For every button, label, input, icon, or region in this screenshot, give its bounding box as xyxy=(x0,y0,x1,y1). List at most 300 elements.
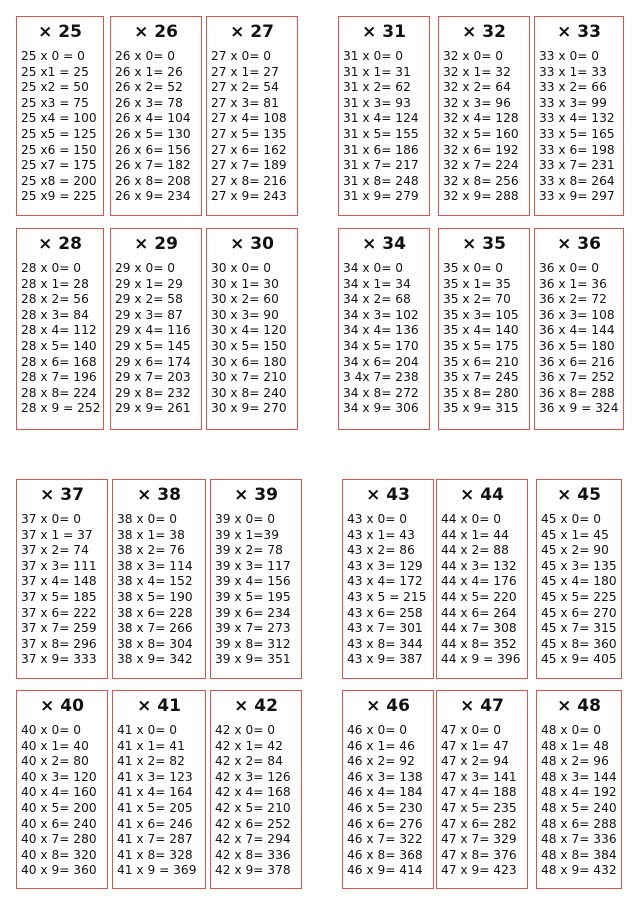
times-table-title: × 39 xyxy=(234,485,278,505)
times-table-row: 37 x 8= 296 xyxy=(21,636,97,651)
times-table-row: 30 x 4= 120 xyxy=(211,323,287,338)
times-table-rows xyxy=(535,261,623,417)
times-table-title: × 34 xyxy=(362,234,406,254)
times-table-rows xyxy=(437,723,527,879)
times-table-card-37 xyxy=(16,479,108,679)
times-table-row: 43 x 8= 344 xyxy=(347,636,423,651)
times-table-title: × 31 xyxy=(362,22,406,42)
times-table-row: 33 x 0= 0 xyxy=(539,49,600,63)
times-table-row: 28 x 9 = 252 xyxy=(21,401,101,416)
times-table-row: 44 x 1= 44 xyxy=(441,527,509,542)
times-table-row: 26 x 9= 234 xyxy=(115,189,191,204)
times-table-row: 43 x 6= 258 xyxy=(347,605,423,620)
times-table-row: 40 x 6= 240 xyxy=(21,816,97,831)
times-table-row: 35 x 8= 280 xyxy=(443,385,519,400)
times-table-title: × 25 xyxy=(38,22,82,42)
times-table-row: 48 x 0= 0 xyxy=(541,723,602,737)
times-table-row: 42 x 5= 210 xyxy=(215,800,291,815)
times-table-row: 34 x 2= 68 xyxy=(343,292,411,307)
times-table-rows xyxy=(113,723,205,879)
times-table-title: × 37 xyxy=(40,485,84,505)
times-table-row: 28 x 0= 0 xyxy=(21,261,82,275)
times-table-row: 45 x 8= 360 xyxy=(541,636,617,651)
times-table-card-36 xyxy=(534,228,624,430)
times-table-row: 39 x 4= 156 xyxy=(215,574,291,589)
times-table-card-48 xyxy=(536,690,622,889)
times-table-title: × 28 xyxy=(38,234,82,254)
times-table-row: 37 x 0= 0 xyxy=(21,512,82,526)
times-table-rows xyxy=(17,49,103,205)
times-table-rows xyxy=(537,723,621,879)
times-table-row: 44 x 6= 264 xyxy=(441,605,517,620)
times-table-row: 36 x 4= 144 xyxy=(539,323,615,338)
times-table-row: 38 x 6= 228 xyxy=(117,605,193,620)
times-table-row: 45 x 0= 0 xyxy=(541,512,602,526)
times-table-row: 47 x 5= 235 xyxy=(441,800,517,815)
times-table-row: 47 x 6= 282 xyxy=(441,816,517,831)
times-table-row: 45 x 3= 135 xyxy=(541,558,617,573)
times-table-row: 47 x 2= 94 xyxy=(441,754,509,769)
times-table-row: 28 x 8= 224 xyxy=(21,385,97,400)
times-table-card-32 xyxy=(438,16,530,216)
times-table-row: 26 x 2= 52 xyxy=(115,80,183,95)
times-table-row: 40 x 0= 0 xyxy=(21,723,82,737)
times-table-row: 32 x 5= 160 xyxy=(443,126,519,141)
times-table-row: 26 x 3= 78 xyxy=(115,95,183,110)
times-table-row: 37 x 1 = 37 xyxy=(21,527,93,542)
times-table-row: 41 x 3= 123 xyxy=(117,769,193,784)
times-table-row: 45 x 4= 180 xyxy=(541,574,617,589)
times-table-row: 29 x 2= 58 xyxy=(115,292,183,307)
times-table-row: 37 x 4= 148 xyxy=(21,574,97,589)
times-table-row: 27 x 6= 162 xyxy=(211,142,287,157)
times-table-row: 42 x 1= 42 xyxy=(215,738,283,753)
times-table-row: 44 x 2= 88 xyxy=(441,543,509,558)
times-table-row: 32 x 0= 0 xyxy=(443,49,504,63)
times-table-row: 38 x 7= 266 xyxy=(117,621,193,636)
times-table-title: × 44 xyxy=(460,485,504,505)
times-table-row: 32 x 4= 128 xyxy=(443,111,519,126)
times-table-rows xyxy=(343,512,433,668)
times-table-card-33 xyxy=(534,16,624,216)
times-table-title: × 32 xyxy=(462,22,506,42)
times-table-rows xyxy=(211,723,301,879)
times-table-row: 26 x 4= 104 xyxy=(115,111,191,126)
times-table-row: 32 x 9= 288 xyxy=(443,189,519,204)
times-table-row: 31 x 2= 62 xyxy=(343,80,411,95)
times-table-row: 27 x 1= 27 xyxy=(211,64,279,79)
times-table-row: 31 x 3= 93 xyxy=(343,95,411,110)
times-table-row: 29 x 5= 145 xyxy=(115,338,191,353)
times-table-rows xyxy=(537,512,621,668)
times-table-row: 41 x 4= 164 xyxy=(117,785,193,800)
times-table-row: 28 x 5= 140 xyxy=(21,338,97,353)
times-table-rows xyxy=(111,49,201,205)
times-table-title: × 35 xyxy=(462,234,506,254)
times-table-row: 39 x 2= 78 xyxy=(215,543,283,558)
times-table-row: 47 x 0= 0 xyxy=(441,723,502,737)
times-table-row: 34 x 4= 136 xyxy=(343,323,419,338)
times-table-row: 35 x 5= 175 xyxy=(443,338,519,353)
times-table-row: 31 x 0= 0 xyxy=(343,49,404,63)
times-table-row: 36 x 9 = 324 xyxy=(539,401,619,416)
times-table-card-29 xyxy=(110,228,202,430)
times-table-row: 34 x 3= 102 xyxy=(343,307,419,322)
times-table-row: 31 x 5= 155 xyxy=(343,126,419,141)
times-table-row: 28 x 1= 28 xyxy=(21,276,89,291)
times-table-rows xyxy=(439,49,529,205)
times-table-row: 37 x 9= 333 xyxy=(21,652,97,667)
times-table-row: 46 x 3= 138 xyxy=(347,769,423,784)
times-table-row: 36 x 3= 108 xyxy=(539,307,615,322)
times-table-row: 46 x 1= 46 xyxy=(347,738,415,753)
times-table-row: 27 x 5= 135 xyxy=(211,126,287,141)
times-table-row: 40 x 3= 120 xyxy=(21,769,97,784)
times-table-row: 38 x 9= 342 xyxy=(117,652,193,667)
times-table-row: 45 x 6= 270 xyxy=(541,605,617,620)
times-table-row: 26 x 7= 182 xyxy=(115,158,191,173)
times-table-row: 48 x 3= 144 xyxy=(541,769,617,784)
times-table-row: 27 x 7= 189 xyxy=(211,158,287,173)
times-table-row: 28 x 3= 84 xyxy=(21,307,89,322)
times-table-row: 43 x 7= 301 xyxy=(347,621,423,636)
times-table-row: 35 x 3= 105 xyxy=(443,307,519,322)
times-table-row: 30 x 9= 270 xyxy=(211,401,287,416)
times-table-row: 31 x 7= 217 xyxy=(343,158,419,173)
times-table-row: 44 x 7= 308 xyxy=(441,621,517,636)
times-table-row: 38 x 2= 76 xyxy=(117,543,185,558)
times-table-row: 28 x 6= 168 xyxy=(21,354,97,369)
times-table-title: × 27 xyxy=(230,22,274,42)
times-table-row: 37 x 7= 259 xyxy=(21,621,97,636)
times-table-card-40 xyxy=(16,690,108,889)
times-table-row: 39 x 6= 234 xyxy=(215,605,291,620)
times-table-row: 25 x6 = 150 xyxy=(21,142,97,157)
times-table-row: 38 x 0= 0 xyxy=(117,512,178,526)
times-table-row: 48 x 7= 336 xyxy=(541,832,617,847)
times-table-row: 47 x 8= 376 xyxy=(441,847,517,862)
times-table-card-44 xyxy=(436,479,528,679)
times-table-row: 33 x 1= 33 xyxy=(539,64,607,79)
times-table-rows xyxy=(437,512,527,668)
times-table-card-45 xyxy=(536,479,622,679)
times-table-row: 44 x 3= 132 xyxy=(441,558,517,573)
times-table-row: 26 x 6= 156 xyxy=(115,142,191,157)
times-table-title: × 36 xyxy=(557,234,601,254)
times-table-row: 38 x 3= 114 xyxy=(117,558,193,573)
times-table-row: 29 x 0= 0 xyxy=(115,261,176,275)
times-table-row: 27 x 2= 54 xyxy=(211,80,279,95)
times-table-row: 35 x 2= 70 xyxy=(443,292,511,307)
times-table-row: 42 x 3= 126 xyxy=(215,769,291,784)
times-table-row: 27 x 4= 108 xyxy=(211,111,287,126)
times-table-rows xyxy=(535,49,623,205)
times-table-title: × 43 xyxy=(366,485,410,505)
times-table-row: 27 x 0= 0 xyxy=(211,49,272,63)
times-table-row: 41 x 2= 82 xyxy=(117,754,185,769)
times-table-rows xyxy=(339,49,429,205)
times-table-row: 26 x 0= 0 xyxy=(115,49,176,63)
times-table-row: 37 x 2= 74 xyxy=(21,543,89,558)
times-table-row: 33 x 5= 165 xyxy=(539,126,615,141)
times-table-row: 31 x 9= 279 xyxy=(343,189,419,204)
times-table-row: 40 x 4= 160 xyxy=(21,785,97,800)
times-table-row: 27 x 9= 243 xyxy=(211,189,287,204)
times-table-row: 30 x 0= 0 xyxy=(211,261,272,275)
times-table-row: 26 x 8= 208 xyxy=(115,173,191,188)
times-table-rows xyxy=(439,261,529,417)
times-table-row: 44 x 4= 176 xyxy=(441,574,517,589)
times-table-row: 35 x 1= 35 xyxy=(443,276,511,291)
times-table-row: 40 x 9= 360 xyxy=(21,863,97,878)
times-table-row: 36 x 0= 0 xyxy=(539,261,600,275)
times-table-title: × 48 xyxy=(557,696,601,716)
times-table-card-38 xyxy=(112,479,206,679)
times-table-title: × 45 xyxy=(557,485,601,505)
times-table-row: 36 x 5= 180 xyxy=(539,338,615,353)
times-table-row: 44 x 8= 352 xyxy=(441,636,517,651)
times-table-row: 48 x 8= 384 xyxy=(541,847,617,862)
times-table-row: 25 x 0 = 0 xyxy=(21,49,85,63)
times-table-row: 36 x 1= 36 xyxy=(539,276,607,291)
times-table-row: 32 x 7= 224 xyxy=(443,158,519,173)
times-table-row: 29 x 7= 203 xyxy=(115,370,191,385)
times-table-row: 26 x 1= 26 xyxy=(115,64,183,79)
times-table-row: 30 x 7= 210 xyxy=(211,370,287,385)
times-table-card-26 xyxy=(110,16,202,216)
times-table-title: × 42 xyxy=(234,696,278,716)
times-table-row: 46 x 5= 230 xyxy=(347,800,423,815)
times-table-row: 32 x 3= 96 xyxy=(443,95,511,110)
times-table-title: × 26 xyxy=(134,22,178,42)
times-table-row: 35 x 7= 245 xyxy=(443,370,519,385)
times-table-row: 25 x9 = 225 xyxy=(21,189,97,204)
times-table-row: 41 x 7= 287 xyxy=(117,832,193,847)
times-table-row: 47 x 3= 141 xyxy=(441,769,517,784)
times-table-row: 34 x 6= 204 xyxy=(343,354,419,369)
times-table-row: 26 x 5= 130 xyxy=(115,126,191,141)
times-table-row: 43 x 4= 172 xyxy=(347,574,423,589)
times-table-row: 40 x 5= 200 xyxy=(21,800,97,815)
times-table-row: 46 x 4= 184 xyxy=(347,785,423,800)
times-table-row: 48 x 9= 432 xyxy=(541,863,617,878)
times-table-row: 25 x8 = 200 xyxy=(21,173,97,188)
times-table-row: 40 x 7= 280 xyxy=(21,832,97,847)
times-table-row: 29 x 3= 87 xyxy=(115,307,183,322)
times-table-row: 33 x 3= 99 xyxy=(539,95,607,110)
times-table-row: 46 x 7= 322 xyxy=(347,832,423,847)
times-table-row: 33 x 4= 132 xyxy=(539,111,615,126)
times-table-row: 34 x 8= 272 xyxy=(343,385,419,400)
times-table-title: × 47 xyxy=(460,696,504,716)
times-table-row: 27 x 8= 216 xyxy=(211,173,287,188)
times-table-row: 47 x 7= 329 xyxy=(441,832,517,847)
times-table-row: 42 x 6= 252 xyxy=(215,816,291,831)
times-table-row: 33 x 2= 66 xyxy=(539,80,607,95)
times-table-row: 36 x 2= 72 xyxy=(539,292,607,307)
times-table-row: 31 x 4= 124 xyxy=(343,111,419,126)
times-table-card-35 xyxy=(438,228,530,430)
times-table-row: 27 x 3= 81 xyxy=(211,95,279,110)
times-table-row: 32 x 1= 32 xyxy=(443,64,511,79)
times-table-row: 39 x 0= 0 xyxy=(215,512,276,526)
times-table-row: 45 x 1= 45 xyxy=(541,527,609,542)
times-table-card-39 xyxy=(210,479,302,679)
times-table-row: 43 x 2= 86 xyxy=(347,543,415,558)
times-table-row: 34 x 5= 170 xyxy=(343,338,419,353)
times-table-row: 38 x 4= 152 xyxy=(117,574,193,589)
times-table-row: 37 x 6= 222 xyxy=(21,605,97,620)
times-table-row: 25 x4 = 100 xyxy=(21,111,97,126)
times-table-row: 30 x 1= 30 xyxy=(211,276,279,291)
times-table-card-25 xyxy=(16,16,104,216)
times-table-row: 41 x 6= 246 xyxy=(117,816,193,831)
times-table-row: 41 x 0= 0 xyxy=(117,723,178,737)
times-table-row: 43 x 9= 387 xyxy=(347,652,423,667)
times-table-row: 30 x 5= 150 xyxy=(211,338,287,353)
times-table-rows xyxy=(211,512,301,668)
times-table-row: 32 x 2= 64 xyxy=(443,80,511,95)
times-table-row: 25 x1 = 25 xyxy=(21,64,89,79)
times-table-row: 48 x 5= 240 xyxy=(541,800,617,815)
times-table-row: 47 x 4= 188 xyxy=(441,785,517,800)
times-table-rows xyxy=(17,723,107,879)
times-table-row: 48 x 4= 192 xyxy=(541,785,617,800)
times-table-row: 30 x 3= 90 xyxy=(211,307,279,322)
times-table-row: 42 x 7= 294 xyxy=(215,832,291,847)
times-table-row: 46 x 6= 276 xyxy=(347,816,423,831)
times-table-title: × 29 xyxy=(134,234,178,254)
times-table-card-43 xyxy=(342,479,434,679)
times-table-row: 35 x 6= 210 xyxy=(443,354,519,369)
times-table-row: 39 x 3= 117 xyxy=(215,558,291,573)
times-table-row: 44 x 9 = 396 xyxy=(441,652,521,667)
times-table-row: 29 x 8= 232 xyxy=(115,385,191,400)
times-table-card-27 xyxy=(206,16,298,216)
times-table-row: 35 x 9= 315 xyxy=(443,401,519,416)
times-table-card-28 xyxy=(16,228,104,430)
times-table-row: 25 x2 = 50 xyxy=(21,80,89,95)
times-table-row: 41 x 5= 205 xyxy=(117,800,193,815)
times-table-row: 25 x7 = 175 xyxy=(21,158,97,173)
times-table-row: 30 x 2= 60 xyxy=(211,292,279,307)
times-table-row: 38 x 1= 38 xyxy=(117,527,185,542)
times-table-title: × 41 xyxy=(137,696,181,716)
times-table-row: 35 x 4= 140 xyxy=(443,323,519,338)
times-table-row: 46 x 8= 368 xyxy=(347,847,423,862)
times-table-row: 40 x 1= 40 xyxy=(21,738,89,753)
times-table-row: 28 x 4= 112 xyxy=(21,323,97,338)
times-table-row: 38 x 8= 304 xyxy=(117,636,193,651)
times-table-rows xyxy=(343,723,433,879)
times-table-row: 45 x 7= 315 xyxy=(541,621,617,636)
times-table-rows xyxy=(207,261,297,417)
times-table-row: 3 4x 7= 238 xyxy=(343,370,419,385)
times-table-title: × 33 xyxy=(557,22,601,42)
times-table-row: 46 x 9= 414 xyxy=(347,863,423,878)
times-table-row: 34 x 9= 306 xyxy=(343,401,419,416)
times-table-title: × 38 xyxy=(137,485,181,505)
times-table-row: 41 x 8= 328 xyxy=(117,847,193,862)
times-table-row: 45 x 9= 405 xyxy=(541,652,617,667)
times-table-row: 42 x 2= 84 xyxy=(215,754,283,769)
times-table-card-47 xyxy=(436,690,528,889)
times-table-row: 46 x 0= 0 xyxy=(347,723,408,737)
times-table-row: 42 x 0= 0 xyxy=(215,723,276,737)
times-table-row: 40 x 2= 80 xyxy=(21,754,89,769)
times-table-row: 44 x 5= 220 xyxy=(441,589,517,604)
times-table-row: 29 x 1= 29 xyxy=(115,276,183,291)
times-table-card-41 xyxy=(112,690,206,889)
times-table-row: 31 x 1= 31 xyxy=(343,64,411,79)
times-table-row: 48 x 1= 48 xyxy=(541,738,609,753)
times-table-row: 25 x5 = 125 xyxy=(21,126,97,141)
times-table-row: 43 x 0= 0 xyxy=(347,512,408,526)
times-table-row: 39 x 1=39 xyxy=(215,527,279,542)
times-table-row: 43 x 5 = 215 xyxy=(347,589,427,604)
times-table-rows xyxy=(339,261,429,417)
times-table-row: 39 x 9= 351 xyxy=(215,652,291,667)
times-table-title: × 46 xyxy=(366,696,410,716)
times-table-row: 39 x 7= 273 xyxy=(215,621,291,636)
times-table-row: 32 x 8= 256 xyxy=(443,173,519,188)
times-table-card-30 xyxy=(206,228,298,430)
times-table-card-31 xyxy=(338,16,430,216)
times-table-rows xyxy=(207,49,297,205)
times-table-row: 42 x 9= 378 xyxy=(215,863,291,878)
times-table-row: 47 x 1= 47 xyxy=(441,738,509,753)
times-table-row: 36 x 7= 252 xyxy=(539,370,615,385)
times-table-row: 45 x 5= 225 xyxy=(541,589,617,604)
times-table-row: 44 x 0= 0 xyxy=(441,512,502,526)
times-table-row: 34 x 0= 0 xyxy=(343,261,404,275)
times-table-row: 41 x 9 = 369 xyxy=(117,863,197,878)
times-table-rows xyxy=(17,261,103,417)
times-table-row: 25 x3 = 75 xyxy=(21,95,89,110)
times-table-row: 33 x 6= 198 xyxy=(539,142,615,157)
times-table-row: 42 x 8= 336 xyxy=(215,847,291,862)
times-table-row: 31 x 6= 186 xyxy=(343,142,419,157)
times-table-row: 37 x 3= 111 xyxy=(21,558,97,573)
times-table-row: 37 x 5= 185 xyxy=(21,589,97,604)
times-table-row: 39 x 5= 195 xyxy=(215,589,291,604)
times-table-row: 29 x 6= 174 xyxy=(115,354,191,369)
times-table-row: 29 x 9= 261 xyxy=(115,401,191,416)
times-table-row: 36 x 8= 288 xyxy=(539,385,615,400)
times-table-rows xyxy=(111,261,201,417)
times-table-row: 40 x 8= 320 xyxy=(21,847,97,862)
times-table-row: 48 x 6= 288 xyxy=(541,816,617,831)
times-table-row: 36 x 6= 216 xyxy=(539,354,615,369)
times-table-row: 45 x 2= 90 xyxy=(541,543,609,558)
times-table-rows xyxy=(113,512,205,668)
times-table-row: 31 x 8= 248 xyxy=(343,173,419,188)
times-table-card-34 xyxy=(338,228,430,430)
times-table-title: × 40 xyxy=(40,696,84,716)
times-table-row: 43 x 3= 129 xyxy=(347,558,423,573)
times-table-row: 30 x 8= 240 xyxy=(211,385,287,400)
times-table-row: 29 x 4= 116 xyxy=(115,323,191,338)
times-table-row: 48 x 2= 96 xyxy=(541,754,609,769)
times-table-row: 46 x 2= 92 xyxy=(347,754,415,769)
times-table-row: 34 x 1= 34 xyxy=(343,276,411,291)
times-table-row: 30 x 6= 180 xyxy=(211,354,287,369)
times-table-row: 41 x 1= 41 xyxy=(117,738,185,753)
times-table-card-46 xyxy=(342,690,434,889)
times-table-row: 32 x 6= 192 xyxy=(443,142,519,157)
times-table-row: 35 x 0= 0 xyxy=(443,261,504,275)
times-table-card-42 xyxy=(210,690,302,889)
